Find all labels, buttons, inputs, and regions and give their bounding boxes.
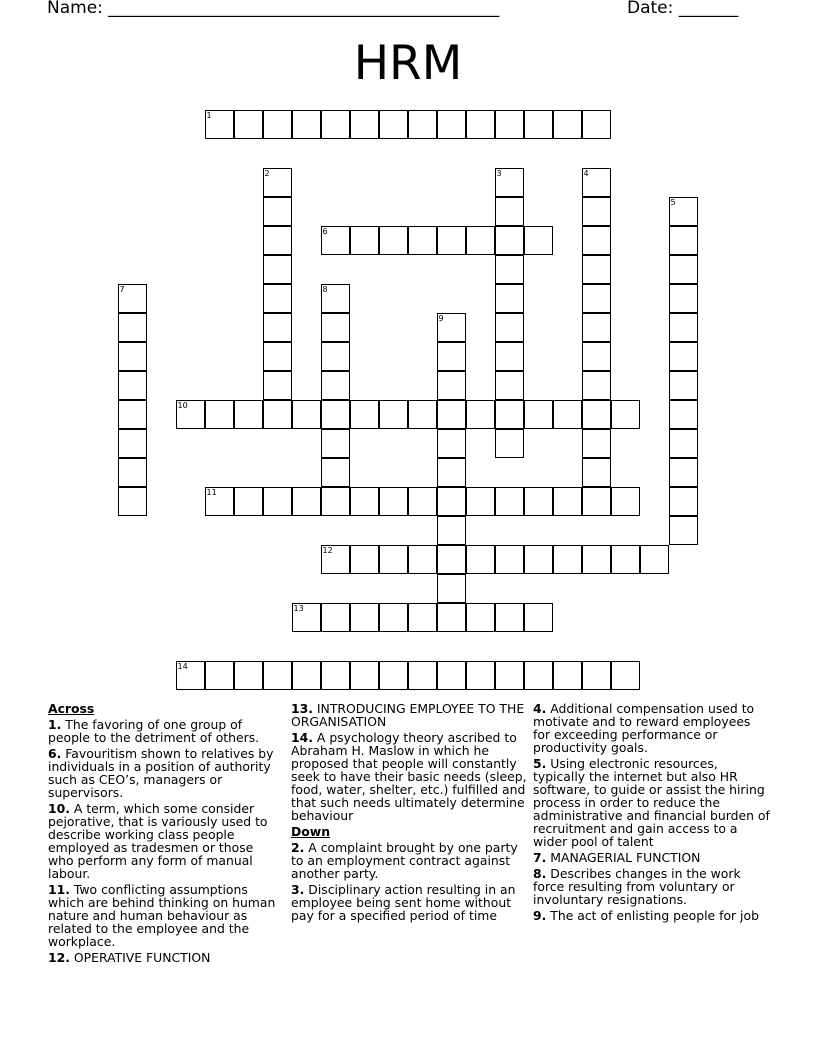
grid-cell[interactable] [437,516,466,545]
clue-text: Two conflicting assumptions which are behind thinking on human nature and human behaviour as related to the employee and the workplace. [48,882,276,949]
clue-number-label: 7 [119,285,125,294]
grid-cell[interactable] [292,487,321,516]
grid-cell[interactable] [495,284,524,313]
clue-text: The favoring of one group of people to the detriment of others. [48,717,260,745]
clue-number-label: 8 [322,285,328,294]
grid-cell[interactable] [263,284,292,313]
grid-cell[interactable] [379,487,408,516]
grid-cell[interactable] [321,110,350,139]
clue-text: The act of enlisting people for job [550,908,759,923]
grid-cell[interactable] [379,400,408,429]
grid-cell[interactable] [437,487,466,516]
grid-cell[interactable] [118,400,147,429]
grid-cell[interactable] [524,661,553,690]
grid-cell[interactable] [350,603,379,632]
clue-number: 3. [291,882,305,897]
grid-cell[interactable] [495,255,524,284]
grid-cell[interactable] [669,400,698,429]
clue-number: 10. [48,801,70,816]
clue-number: 11. [48,882,70,897]
grid-cell[interactable] [350,661,379,690]
clue-text: INTRODUCING EMPLOYEE TO THE ORGANISATION [291,701,525,729]
clue-down-2 [291,841,527,880]
grid-cell[interactable] [669,284,698,313]
grid-cell[interactable] [495,313,524,342]
grid-cell[interactable] [292,661,321,690]
clue-text: Disciplinary action resulting in an employee being sent home without pay for a specified period of time [291,882,516,923]
grid-cell[interactable] [379,661,408,690]
grid-cell[interactable] [611,400,640,429]
grid-cell[interactable] [611,487,640,516]
grid-cell[interactable] [495,545,524,574]
clue-down-7 [533,851,771,864]
grid-cell[interactable] [292,400,321,429]
clue-across-1 [48,718,278,744]
grid-cell[interactable] [176,661,205,690]
grid-cell[interactable] [379,226,408,255]
grid-cell[interactable] [408,110,437,139]
clue-number-label: 4 [583,169,589,178]
grid-cell[interactable] [205,400,234,429]
clue-number-label: 1 [206,111,212,120]
grid-cell[interactable] [118,313,147,342]
clue-text: OPERATIVE FUNCTION [73,950,211,965]
grid-cell[interactable] [263,342,292,371]
grid-cell[interactable] [582,284,611,313]
grid-cell[interactable] [350,110,379,139]
grid-cell[interactable] [263,110,292,139]
grid-cell[interactable] [437,371,466,400]
clue-text: Additional compensation used to motivate and to reward employees for exceeding performance or productivity goals. [533,701,755,755]
grid-cell[interactable] [321,284,350,313]
grid-cell[interactable] [669,371,698,400]
clue-number-label: 11 [206,488,217,497]
grid-cell[interactable] [118,284,147,313]
grid-cell[interactable] [263,255,292,284]
clue-number-label: 12 [322,546,333,555]
grid-cell[interactable] [437,110,466,139]
grid-cell[interactable] [495,226,524,255]
grid-cell[interactable] [205,487,234,516]
grid-cell[interactable] [669,429,698,458]
grid-cell[interactable] [582,110,611,139]
grid-cell[interactable] [495,371,524,400]
grid-cell[interactable] [321,545,350,574]
grid-cell[interactable] [263,168,292,197]
grid-cell[interactable] [408,487,437,516]
clue-number: 8. [533,866,547,881]
clue-number: 1. [48,717,62,732]
grid-cell[interactable] [321,400,350,429]
grid-cell[interactable] [437,313,466,342]
down-heading: Down [291,824,331,839]
clue-number-label: 6 [322,227,328,236]
name-field-label[interactable]: Name: ______________________________________________ [47,0,500,18]
grid-cell[interactable] [437,400,466,429]
clue-across-12 [48,951,278,964]
grid-cell[interactable] [263,371,292,400]
clue-text: A psychology theory ascribed to Abraham H. Maslow in which he proposed that people will constantly seek to have their basic needs (sleep, food, water, shelter, etc.) fulfilled and that such needs ultimately determine behaviour [291,730,527,823]
grid-cell[interactable] [669,197,698,226]
grid-cell[interactable] [379,603,408,632]
clue-text: MANAGERIAL FUNCTION [550,850,701,865]
grid-cell[interactable] [379,110,408,139]
grid-cell[interactable] [582,226,611,255]
grid-cell[interactable] [321,429,350,458]
clue-text: A complaint brought by one party to an employment contract against another party. [291,840,518,881]
grid-cell[interactable] [669,313,698,342]
grid-cell[interactable] [553,110,582,139]
clues-column-1 [48,702,278,967]
clue-text: A term, which some consider pejorative, that is variously used to describe working class people employed as tradesmen or those who perform any form of manual labour. [48,801,268,881]
grid-cell[interactable] [118,487,147,516]
grid-cell[interactable] [495,487,524,516]
clue-number: 7. [533,850,547,865]
grid-cell[interactable] [437,574,466,603]
grid-cell[interactable] [234,400,263,429]
clue-number: 2. [291,840,305,855]
grid-cell[interactable] [669,226,698,255]
clue-number: 12. [48,950,70,965]
grid-cell[interactable] [379,545,408,574]
grid-cell[interactable] [263,226,292,255]
grid-cell[interactable] [292,603,321,632]
clue-down-3 [291,883,527,922]
grid-cell[interactable] [292,110,321,139]
grid-cell[interactable] [408,603,437,632]
grid-cell[interactable] [495,429,524,458]
grid-cell[interactable] [234,487,263,516]
grid-cell[interactable] [321,313,350,342]
clue-number: 5. [533,756,547,771]
grid-cell[interactable] [118,342,147,371]
grid-cell[interactable] [495,661,524,690]
clue-number: 14. [291,730,313,745]
grid-cell[interactable] [118,371,147,400]
date-field-label[interactable]: Date: _______ [627,0,739,18]
grid-cell[interactable] [495,110,524,139]
grid-cell[interactable] [553,545,582,574]
grid-cell[interactable] [263,487,292,516]
grid-cell[interactable] [321,487,350,516]
grid-cell[interactable] [495,400,524,429]
grid-cell[interactable] [582,545,611,574]
clues-column-3 [533,702,771,925]
grid-cell[interactable] [321,458,350,487]
clue-across-11 [48,883,278,948]
grid-cell[interactable] [582,400,611,429]
grid-cell[interactable] [524,545,553,574]
clue-text: Favouritism shown to relatives by individuals in a position of authority such as CEO’s, managers or supervisors. [48,746,274,800]
grid-cell[interactable] [205,661,234,690]
clue-across-6 [48,747,278,799]
clue-number: 13. [291,701,313,716]
grid-cell[interactable] [553,661,582,690]
clue-text: Describes changes in the work force resulting from voluntary or involuntary resignations. [533,866,741,907]
grid-cell[interactable] [437,545,466,574]
clue-number-label: 9 [438,314,444,323]
grid-cell[interactable] [553,400,582,429]
grid-cell[interactable] [118,429,147,458]
clue-number-label: 3 [496,169,502,178]
grid-cell[interactable] [466,226,495,255]
grid-cell[interactable] [524,603,553,632]
grid-cell[interactable] [640,545,669,574]
clue-down-4 [533,702,771,754]
grid-cell[interactable] [205,110,234,139]
grid-cell[interactable] [408,400,437,429]
grid-cell[interactable] [582,313,611,342]
grid-cell[interactable] [495,342,524,371]
grid-cell[interactable] [350,545,379,574]
grid-cell[interactable] [582,342,611,371]
grid-cell[interactable] [437,342,466,371]
clue-across-10 [48,802,278,880]
clue-across-14 [291,731,527,822]
clue-down-5 [533,757,771,848]
grid-cell[interactable] [437,429,466,458]
grid-cell[interactable] [466,400,495,429]
grid-cell[interactable] [611,661,640,690]
grid-cell[interactable] [321,661,350,690]
clue-number-label: 5 [670,198,676,207]
grid-cell[interactable] [234,661,263,690]
grid-cell[interactable] [669,458,698,487]
grid-cell[interactable] [669,255,698,284]
grid-cell[interactable] [437,661,466,690]
clue-number-label: 14 [177,662,188,671]
grid-cell[interactable] [466,487,495,516]
grid-cell[interactable] [176,400,205,429]
grid-cell[interactable] [582,168,611,197]
clue-number: 6. [48,746,62,761]
grid-cell[interactable] [234,110,263,139]
grid-cell[interactable] [437,603,466,632]
grid-cell[interactable] [582,371,611,400]
grid-cell[interactable] [669,516,698,545]
grid-cell[interactable] [263,400,292,429]
grid-cell[interactable] [321,371,350,400]
grid-cell[interactable] [582,197,611,226]
clue-text: Using electronic resources, typically the internet but also HR software, to guide or assist the hiring process in order to reduce the administrative and financial burden of recruitment and gain access to a wider pool of talent [533,756,770,849]
grid-cell[interactable] [524,226,553,255]
grid-cell[interactable] [437,226,466,255]
grid-cell[interactable] [611,545,640,574]
grid-cell[interactable] [321,342,350,371]
grid-cell[interactable] [408,226,437,255]
grid-cell[interactable] [408,545,437,574]
grid-cell[interactable] [321,603,350,632]
grid-cell[interactable] [466,545,495,574]
grid-cell[interactable] [321,226,350,255]
grid-cell[interactable] [263,661,292,690]
grid-cell[interactable] [524,110,553,139]
puzzle-title: HRM [353,36,463,91]
grid-cell[interactable] [524,400,553,429]
grid-cell[interactable] [466,603,495,632]
grid-cell[interactable] [524,487,553,516]
clues-column-2 [291,702,527,925]
grid-cell[interactable] [263,313,292,342]
grid-cell[interactable] [582,255,611,284]
grid-cell[interactable] [582,487,611,516]
grid-cell[interactable] [495,197,524,226]
grid-cell[interactable] [582,458,611,487]
grid-cell[interactable] [350,487,379,516]
clue-number: 4. [533,701,547,716]
grid-cell[interactable] [466,110,495,139]
across-heading: Across [48,701,95,716]
grid-cell[interactable] [350,226,379,255]
grid-cell[interactable] [582,429,611,458]
grid-cell[interactable] [263,197,292,226]
grid-cell[interactable] [495,603,524,632]
grid-cell[interactable] [437,458,466,487]
clue-down-8 [533,867,771,906]
clue-number-label: 2 [264,169,270,178]
clue-number-label: 10 [177,401,188,410]
grid-cell[interactable] [118,458,147,487]
grid-cell[interactable] [669,487,698,516]
grid-cell[interactable] [350,400,379,429]
grid-cell[interactable] [669,342,698,371]
grid-cell[interactable] [466,661,495,690]
clue-down-9 [533,909,771,922]
clue-number: 9. [533,908,547,923]
grid-cell[interactable] [582,661,611,690]
clue-number-label: 13 [293,604,304,613]
grid-cell[interactable] [408,661,437,690]
grid-cell[interactable] [495,168,524,197]
clue-across-13 [291,702,527,728]
grid-cell[interactable] [553,487,582,516]
